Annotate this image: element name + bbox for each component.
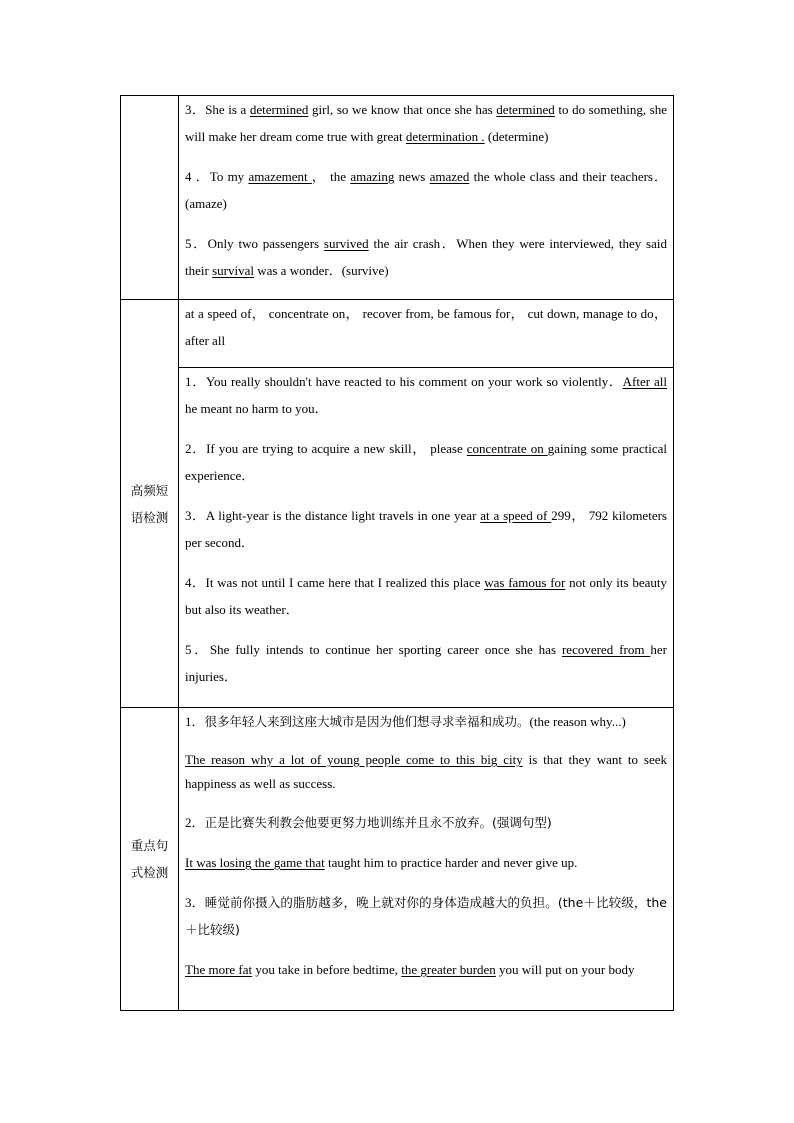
- answer-blank: recovered from: [561, 642, 651, 657]
- sentences-label-cell: [121, 708, 179, 1011]
- sentence-prompt: 2．正是比赛失利教会他要更努力地训练并且永不放弃。(强调句型): [185, 815, 552, 830]
- section-label: 重点句式检测: [130, 838, 169, 880]
- answer-blank: concentrate on: [466, 441, 548, 456]
- phrase-item: 3．A light-year is the distance light travels in one year at a speed of 299， 792 kilometers per second．: [185, 508, 667, 550]
- sentence-items: [179, 708, 674, 1011]
- sentence-answer: The reason why a lot of young people come to this big city is that they want to seek happiness as well as success.: [185, 752, 668, 791]
- word-forms-row: [121, 96, 674, 300]
- answer-blank: survived: [323, 236, 369, 251]
- word-bank-text: at a speed of， concentrate on， recover from, be famous for， cut down, manage to do，after all: [185, 306, 667, 348]
- sentences-row: [121, 708, 674, 1011]
- answer-blank: amazement: [248, 169, 312, 184]
- phrase-items: [179, 368, 674, 708]
- phrase-item: 4．It was not until I came here that I realized this place was famous for not only its beauty but also its weather．: [185, 575, 667, 617]
- answer-blank: the greater burden: [401, 962, 496, 977]
- phrase-item: 1．You really shouldn't have reacted to his comment on your work so violently．After all he meant no harm to you．: [185, 374, 667, 416]
- answer-blank: determined: [496, 102, 555, 117]
- phrase-item: 2．If you are trying to acquire a new skill， please concentrate on gaining some practical experience．: [185, 441, 668, 483]
- sentence-prompt: 1．很多年轻人来到这座大城市是因为他们想寻求幸福和成功。(the reason why...): [185, 714, 626, 729]
- phrases-label-cell: [121, 300, 179, 708]
- answer-blank: amazing: [350, 169, 395, 184]
- word-forms-content: [179, 96, 674, 300]
- phrase-bank: [179, 300, 674, 368]
- sentence-answer: The more fat you take in before bedtime, the greater burden you will put on your body: [185, 962, 635, 977]
- word-forms-label-cell: [121, 96, 179, 300]
- word-form-item: 3．She is a determined girl, so we know that once she has determined to do something, she will make her dream come true with great determination . (determine): [185, 102, 667, 144]
- answer-blank: at a speed of: [480, 508, 552, 523]
- answer-blank: amazed: [429, 169, 470, 184]
- answer-blank: It was losing the game that: [185, 855, 325, 870]
- answer-blank: was famous for: [484, 575, 566, 590]
- answer-blank: After all: [622, 374, 667, 389]
- answer-blank: The reason why a lot of young people come to this big city: [185, 752, 523, 767]
- phrase-bank-row: [121, 300, 674, 368]
- section-label: 高频短语检测: [130, 482, 169, 525]
- word-form-item: 4 ．To my amazement ， the amazing news amazed the whole class and their teachers．(amaze): [185, 169, 667, 211]
- answer-blank: The more fat: [185, 962, 253, 977]
- sentence-prompt: 3．睡觉前你摄入的脂肪越多，晚上就对你的身体造成越大的负担。(the＋比较级，the＋比较级): [185, 895, 667, 937]
- sentence-answer: It was losing the game that taught him to practice harder and never give up.: [185, 855, 578, 870]
- exercise-table: [120, 95, 674, 1011]
- answer-blank: determination .: [405, 129, 485, 144]
- phrase-items-row: [121, 368, 674, 708]
- phrase-item: 5．She fully intends to continue her sporting career once she has recovered from her injuries．: [185, 642, 667, 684]
- answer-blank: determined: [249, 102, 309, 117]
- word-form-item: 5．Only two passengers survived the air crash．When they were interviewed, they said their survival was a wonder．(survive): [185, 236, 667, 278]
- answer-blank: survival: [212, 263, 254, 278]
